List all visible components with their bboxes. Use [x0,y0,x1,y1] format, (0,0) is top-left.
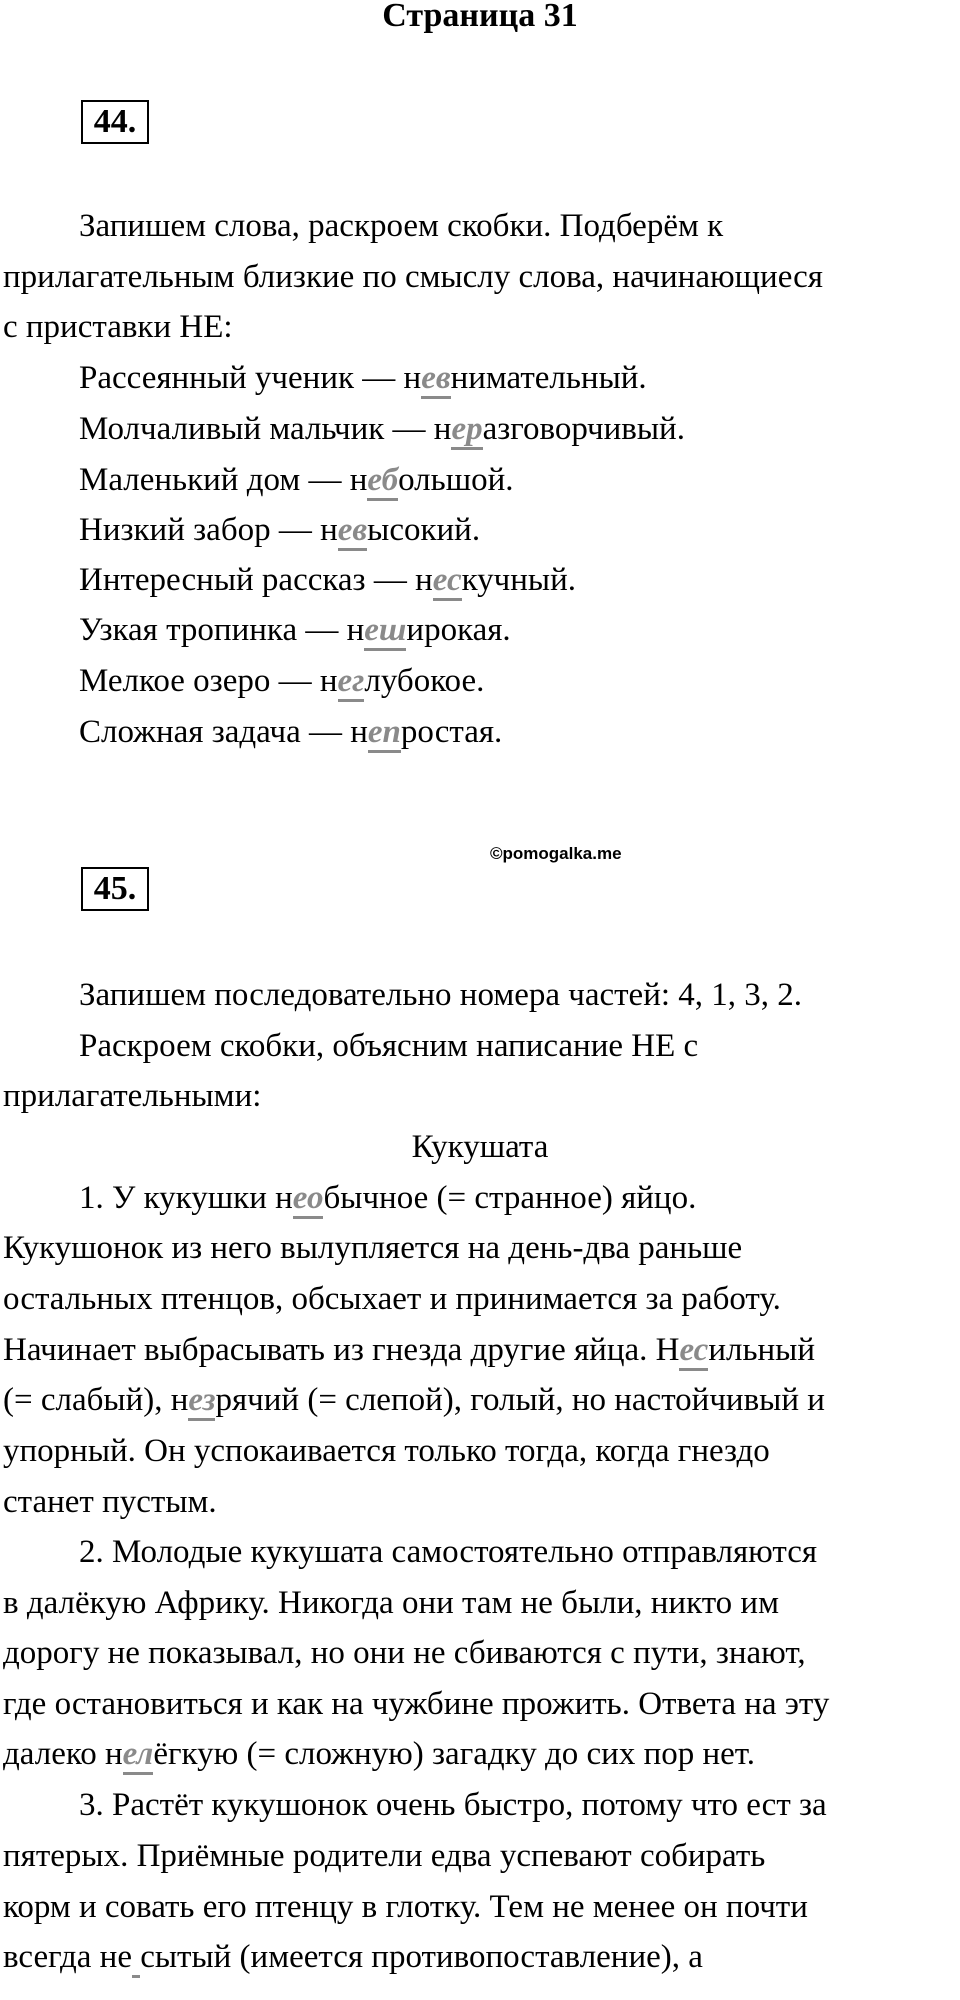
paragraph-1-line-1: 1. У кукушки необычное (= странное) яйцо. [79,1173,696,1223]
word-pair-8: Сложная задача — непростая. [79,707,502,757]
paragraph-1-line-5: (= слабый), незрячий (= слепой), голый, но настойчивый и [3,1375,825,1425]
highlighted-letters: ео [293,1180,324,1219]
word-pair-4: Низкий забор — невысокий. [79,505,480,555]
highlighted-letters: ел [123,1736,154,1775]
paragraph-2-line-5: далеко нелёгкую (= сложную) загадку до сих пор нет. [3,1729,755,1779]
paragraph-1-line-3: остальных птенцов, обсыхает и принимается за работу. [3,1281,781,1317]
separation-underscore [132,1939,140,1978]
word-pair-3: Маленький дом — небольшой. [79,455,514,505]
word-pair-1: Рассеянный ученик — невнимательный. [79,353,647,403]
task-44-intro-line-1: Запишем слова, раскроем скобки. Подберём к [79,208,724,244]
page-title: Страница 31 [382,0,578,34]
highlighted-letters: ес [433,562,462,601]
paragraph-3-line-3: корм и совать его птенцу в глотку. Тем не менее он почти [3,1889,808,1925]
highlighted-letters: еб [367,462,398,501]
task-45-line-1: Запишем последовательно номера частей: 4, 1, 3, 2. [79,977,803,1013]
word-pair-6: Узкая тропинка — неширокая. [79,605,511,655]
paragraph-1-line-6: упорный. Он успокаивается только тогда, когда гнездо [3,1433,770,1469]
highlighted-letters: ес [679,1332,708,1371]
paragraph-2-line-1: 2. Молодые кукушата самостоятельно отправляются [79,1534,818,1570]
highlighted-letters: ег [338,663,365,702]
story-title: Кукушата [411,1129,549,1165]
task-45-line-2: Раскроем скобки, объясним написание НЕ с [79,1028,699,1064]
highlighted-letters: еш [364,612,406,651]
task-45-line-3: прилагательными: [3,1078,262,1114]
word-pair-7: Мелкое озеро — неглубокое. [79,656,484,706]
paragraph-3-line-4: всегда не сытый (имеется противопоставление), а [3,1932,703,1982]
highlighted-letters: ев [338,512,367,551]
paragraph-3-line-2: пятерых. Приёмные родители едва успевают собирать [3,1838,766,1874]
paragraph-3-line-1: 3. Растёт кукушонок очень быстро, потому что ест за [79,1787,827,1823]
task-44-intro-line-3: с приставки НЕ: [3,309,233,345]
highlighted-letters: ер [451,411,482,450]
paragraph-1-line-7: станет пустым. [3,1484,217,1520]
highlighted-letters: ев [421,360,450,399]
task-45-number: 45. [81,867,149,911]
highlighted-letters: еп [368,714,401,753]
word-pair-5: Интересный рассказ — нескучный. [79,555,576,605]
watermark: ©pomogalka.me [490,844,622,863]
task-44-number: 44. [81,100,149,144]
highlighted-letters: ез [188,1382,215,1421]
paragraph-2-line-4: где остановиться и как на чужбине прожить. Ответа на эту [3,1686,830,1722]
paragraph-1-line-2: Кукушонок из него вылупляется на день-два раньше [3,1230,743,1266]
word-pair-2: Молчаливый мальчик — неразговорчивый. [79,404,685,454]
paragraph-2-line-3: дорогу не показывал, но они не сбиваются с пути, знают, [3,1635,806,1671]
paragraph-2-line-2: в далёкую Африку. Никогда они там не были, никто им [3,1585,779,1621]
paragraph-1-line-4: Начинает выбрасывать из гнезда другие яйца. Несильный [3,1325,815,1375]
task-44-intro-line-2: прилагательным близкие по смыслу слова, начинающиеся [3,259,823,295]
